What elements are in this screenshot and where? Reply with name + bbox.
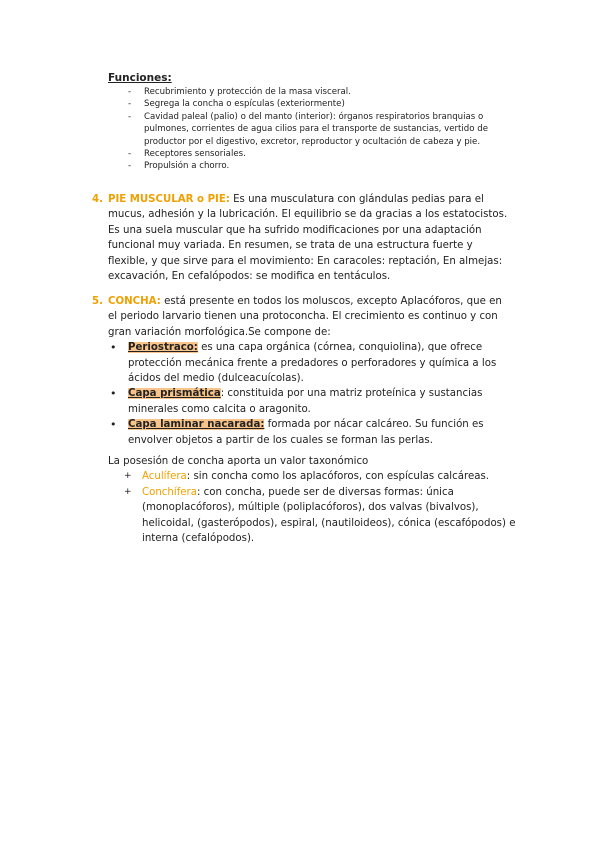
layer-term: Capa laminar nacarada: bbox=[128, 419, 265, 431]
list-item: - Cavidad paleal (palio) o del manto (interior): órganos respiratorios branquias o pulmones, corrientes de agua cilios para el transporte de sustancias, vertido de productor por el digestivo, excretor, reproductor y ocultación de cabeza y pie. bbox=[108, 111, 528, 148]
list-item bbox=[128, 417, 512, 448]
concha-layers-list bbox=[92, 340, 512, 448]
list-item: - Receptores sensoriales. bbox=[108, 148, 528, 160]
list-item bbox=[142, 485, 518, 547]
layer-text: es una capa orgánica (córnea, conquiolina), que ofrece protección mecánica frente a predadores o perforadores y química a los ácidos del medio (dulceacuícolas). bbox=[128, 342, 497, 385]
taxon-term: Conchífera bbox=[142, 486, 197, 498]
pie-heading: PIE MUSCULAR o PIE: bbox=[108, 194, 230, 205]
funciones-title: Funciones: bbox=[108, 72, 172, 84]
taxon-text: : sin concha como los aplacóforos, con espículas calcáreas. bbox=[186, 471, 490, 483]
pie-text: Es una musculatura con glándulas pedias para el mucus, adhesión y la lubricación. El equilibrio se da gracias a los estatocistos. Es una suela muscular que ha sufrido modificaciones por una adaptación funcional muy variada. En resumen, se trata de una estructura fuerte y flexible, y que sirve para el movimiento: En caracoles: reptación, En almejas: excavación, En cefalópodos: se modifica en tentáculos. bbox=[108, 194, 508, 283]
list-item bbox=[128, 386, 512, 417]
funciones-block bbox=[108, 72, 528, 173]
funciones-list bbox=[108, 86, 528, 173]
section-number: 4. bbox=[92, 194, 103, 205]
list-item bbox=[128, 340, 512, 386]
layer-text: : constituida por una matriz proteínica y sustancias minerales como calcita o aragonito. bbox=[128, 388, 483, 415]
concha-paragraph bbox=[92, 294, 512, 340]
layer-text: formada por nácar calcáreo. Su función es envolver objetos a partir de los cuales se forman las perlas. bbox=[128, 419, 484, 446]
layer-term: Periostraco: bbox=[128, 342, 198, 354]
section-number: 5. bbox=[92, 296, 103, 307]
list-item: - Recubrimiento y protección de la masa visceral. bbox=[108, 86, 528, 98]
taxonomia-block bbox=[108, 454, 518, 546]
taxonomia-intro: La posesión de concha aporta un valor taxonómico bbox=[108, 456, 369, 467]
concha-section bbox=[92, 294, 512, 448]
pie-paragraph bbox=[92, 192, 512, 284]
list-item bbox=[142, 469, 518, 484]
layer-term: Capa prismática bbox=[128, 388, 221, 400]
taxon-term: Aculífera bbox=[142, 471, 187, 483]
list-item: - Propulsión a chorro. bbox=[108, 160, 528, 172]
list-item: - Segrega la concha o espículas (exteriormente) bbox=[108, 98, 528, 110]
taxon-text: : con concha, puede ser de diversas formas: única (monoplacóforos), múltiple (poliplacóforos), dos valvas (bivalvos), helicoidal, (gasterópodos), espiral, (nautiloideos), cónica (escafópodos) e interna (cefalópodos). bbox=[142, 486, 516, 545]
pie-section bbox=[92, 192, 512, 284]
concha-heading: CONCHA: bbox=[108, 296, 161, 307]
taxonomia-list bbox=[108, 469, 518, 546]
concha-text: está presente en todos los moluscos, excepto Aplacóforos, que en el periodo larvario tienen una protoconcha. El crecimiento es continuo y con gran variación morfológica.Se compone de: bbox=[108, 296, 502, 338]
